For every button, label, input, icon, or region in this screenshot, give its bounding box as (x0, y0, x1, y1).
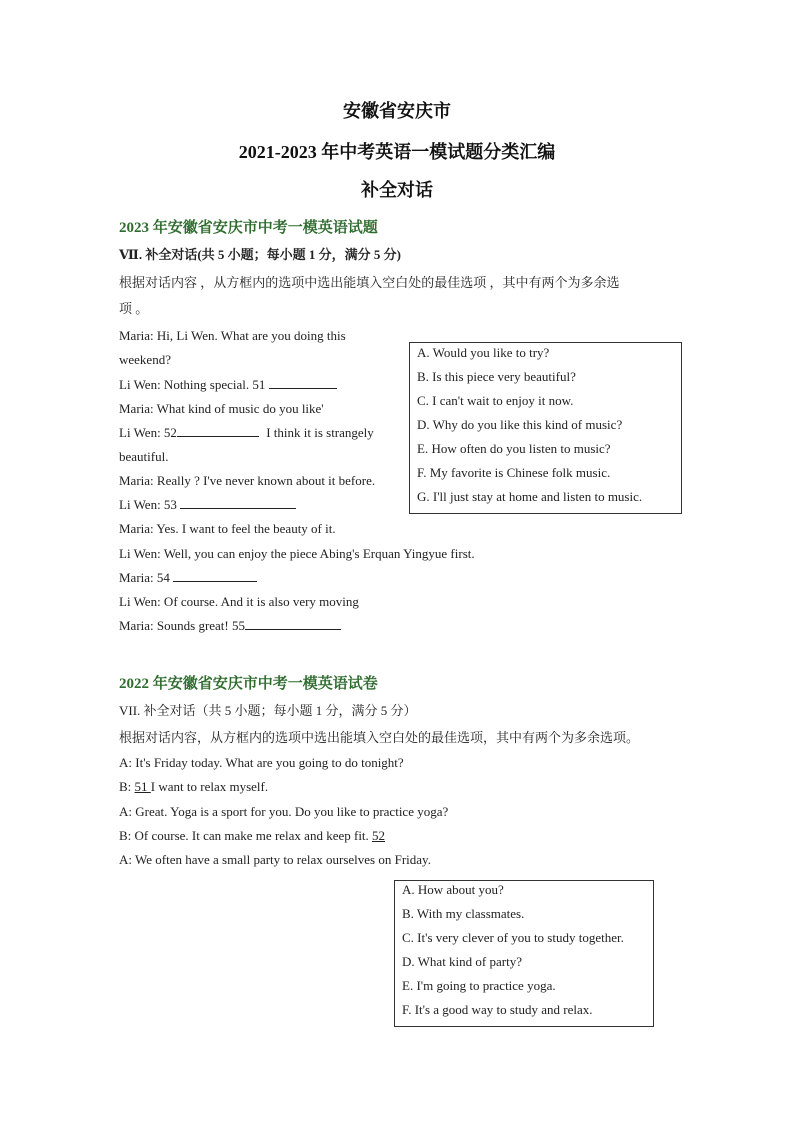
section-2022-heading: 2022 年安徽省安庆市中考一模英语试卷 (119, 676, 378, 692)
answer-number: 51 (134, 779, 151, 794)
answer-blank (269, 376, 337, 389)
doc-title-main: 2021-2023 年中考英语一模试题分类汇编 (238, 142, 556, 162)
answer-blank (177, 424, 259, 437)
section-2023-heading: 2023 年安徽省安庆市中考一模英语试题 (119, 220, 378, 236)
option-c: C. I can't wait to enjoy it now. (417, 393, 574, 408)
section-2023-instruction: 根据对话内容 ，从方框内的选项中选出能填入空白处的最佳选项 ，其中有两个为多余选 (119, 275, 620, 290)
option-a: A. How about you? (402, 882, 504, 897)
dialog-line: Li Wen: Well, you can enjoy the piece Abing's Erquan Yingyue first. (119, 546, 475, 561)
dialog-line: A: We often have a small party to relax ourselves on Friday. (119, 852, 431, 867)
doc-title-region: 安徽省安庆市 (343, 101, 451, 121)
section-2023-instruction-cont: 项 。 (119, 301, 149, 316)
option-e: E. I'm going to practice yoga. (402, 978, 556, 993)
option-b: B. Is this piece very beautiful? (417, 369, 576, 384)
dialog-text: B: Of course. It can make me relax and keep fit. (119, 828, 373, 843)
dialog-text: Li Wen: Nothing special. 51 (119, 377, 266, 392)
dialog-line-54 (119, 569, 257, 587)
dialog-line-55 (119, 617, 341, 635)
dialog-text: Maria: 54 (119, 570, 170, 585)
dialog-line-52 (119, 424, 374, 442)
dialog-line: Maria: Hi, Li Wen. What are you doing this (119, 328, 346, 343)
option-c: C. It's very clever of you to study together. (402, 930, 624, 945)
dialog-line: Maria: Yes. I want to feel the beauty of it. (119, 521, 336, 536)
dialog-line: Li Wen: Of course. And it is also very moving (119, 594, 359, 609)
answer-blank (245, 617, 341, 630)
dialog-line: beautiful. (119, 449, 169, 464)
answer-blank (180, 496, 296, 509)
option-f: F. My favorite is Chinese folk music. (417, 465, 611, 480)
dialog-line-51 (119, 778, 268, 796)
section-2022-subheading: VII. 补全对话（共 5 小题；每小题 1 分，满分 5 分） (119, 703, 417, 718)
dialog-text: Li Wen: 53 (119, 497, 177, 512)
option-d: D. What kind of party? (402, 954, 522, 969)
option-a: A. Would you like to try? (417, 345, 550, 360)
dialog-line-51 (119, 376, 337, 394)
dialog-line: Maria: What kind of music do you like' (119, 401, 324, 416)
doc-title-topic: 补全对话 (361, 180, 433, 200)
answer-blank (173, 569, 257, 582)
section-2022-instruction: 根据对话内容，从方框内的选项中选出能填入空白处的最佳选项，其中有两个为多余选项。 (119, 730, 640, 745)
options-box-2023 (409, 342, 682, 514)
dialog-text: I want to relax myself. (150, 779, 269, 794)
option-g: G. I'll just stay at home and listen to music. (417, 489, 643, 504)
section-2023-subheading: Ⅶ. 补全对话(共 5 小题；每小题 1 分，满分 5 分) (119, 247, 401, 262)
dialog-text: Li Wen: 52 (119, 425, 177, 440)
dialog-line-53 (119, 496, 296, 514)
dialog-text: I think it is strangely (266, 425, 374, 440)
dialog-line: Maria: Really ? I've never known about it before. (119, 473, 376, 488)
dialog-line-52 (119, 827, 385, 845)
dialog-line: weekend? (119, 352, 171, 367)
options-box-2022 (394, 880, 654, 1027)
dialog-line: A: It's Friday today. What are you going to do tonight? (119, 755, 404, 770)
dialog-text: B: (119, 779, 135, 794)
option-f: F. It's a good way to study and relax. (402, 1002, 593, 1017)
dialog-text: Maria: Sounds great! 55 (119, 618, 246, 633)
option-d: D. Why do you like this kind of music? (417, 417, 623, 432)
option-b: B. With my classmates. (402, 906, 525, 921)
option-e: E. How often do you listen to music? (417, 441, 611, 456)
dialog-line: A: Great. Yoga is a sport for you. Do you like to practice yoga? (119, 804, 449, 819)
answer-number: 52 (372, 828, 386, 843)
